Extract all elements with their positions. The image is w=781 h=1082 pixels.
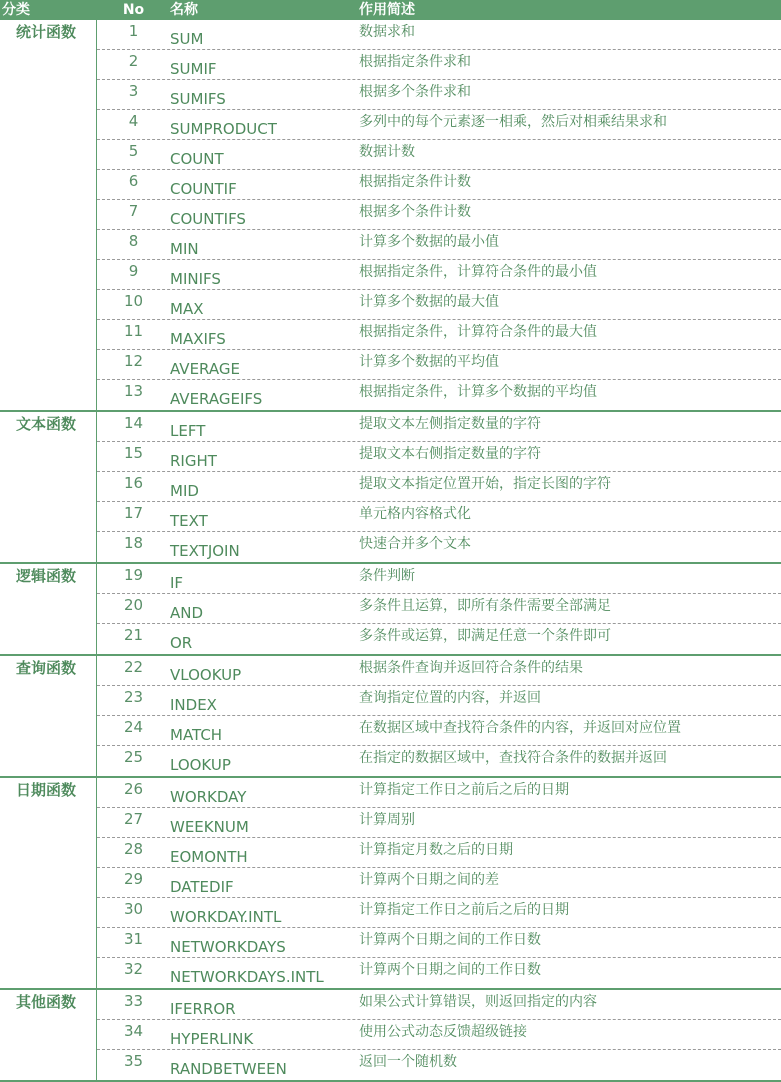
function-description: 计算多个数据的最大值 [359, 294, 499, 310]
row-number: 22 [123, 658, 144, 676]
function-description: 根据多个条件求和 [359, 84, 471, 100]
row-number: 5 [128, 142, 139, 160]
table-row [97, 442, 781, 472]
function-description: 根据多个条件计数 [359, 204, 471, 220]
row-number: 7 [128, 202, 139, 220]
function-description: 根据指定条件，计算多个数据的平均值 [359, 384, 597, 400]
header-description: 作用简述 [359, 2, 415, 18]
table-row [97, 898, 781, 928]
function-description: 计算两个日期之间的工作日数 [359, 962, 541, 978]
function-description: 计算两个日期之间的差 [359, 872, 499, 888]
function-name: NETWORKDAYS.INTL [170, 968, 324, 986]
table-row [97, 564, 781, 594]
row-number: 34 [123, 1022, 144, 1040]
row-number: 15 [123, 444, 144, 462]
function-description: 在数据区域中查找符合条件的内容，并返回对应位置 [359, 720, 681, 736]
table-row [97, 594, 781, 624]
row-number: 6 [128, 172, 139, 190]
function-name: AVERAGE [170, 360, 240, 378]
function-name: LEFT [170, 422, 206, 440]
table-row [97, 472, 781, 502]
table-row [97, 50, 781, 80]
row-number: 29 [123, 870, 144, 888]
function-description: 根据指定条件求和 [359, 54, 471, 70]
function-description: 单元格内容格式化 [359, 506, 471, 522]
table-row [97, 80, 781, 110]
table-row [97, 140, 781, 170]
category-label: 其他函数 [0, 990, 97, 1080]
row-number: 23 [123, 688, 144, 706]
function-name: MAXIFS [170, 330, 226, 348]
function-name: MATCH [170, 726, 223, 744]
function-name: TEXT [170, 512, 208, 530]
row-number: 18 [123, 534, 144, 552]
function-description: 多列中的每个元素逐一相乘，然后对相乘结果求和 [359, 114, 667, 130]
row-number: 11 [123, 322, 144, 340]
row-number: 32 [123, 960, 144, 978]
category-rows [97, 778, 781, 988]
row-number: 17 [123, 504, 144, 522]
function-description: 根据指定条件，计算符合条件的最大值 [359, 324, 597, 340]
row-number: 25 [123, 748, 144, 766]
category-group [0, 778, 781, 990]
function-description: 使用公式动态反馈超级链接 [359, 1024, 527, 1040]
table-row [97, 746, 781, 776]
header-name: 名称 [170, 2, 198, 18]
function-name: MIN [170, 240, 199, 258]
function-description: 提取文本指定位置开始，指定长图的字符 [359, 476, 611, 492]
row-number: 21 [123, 626, 144, 644]
row-number: 2 [128, 52, 139, 70]
row-number: 28 [123, 840, 144, 858]
table-row [97, 110, 781, 140]
function-description: 数据求和 [359, 24, 415, 40]
table-row [97, 1020, 781, 1050]
category-rows [97, 656, 781, 776]
table-row [97, 1050, 781, 1080]
category-group [0, 564, 781, 656]
function-description: 根据指定条件计数 [359, 174, 471, 190]
function-name: VLOOKUP [170, 666, 242, 684]
row-number: 13 [123, 382, 144, 400]
function-name: SUMIF [170, 60, 217, 78]
table-row [97, 868, 781, 898]
function-name: TEXTJOIN [170, 542, 240, 560]
function-name: COUNTIFS [170, 210, 246, 228]
category-label: 查询函数 [0, 656, 97, 776]
table-row [97, 20, 781, 50]
category-label: 文本函数 [0, 412, 97, 562]
row-number: 8 [128, 232, 139, 250]
function-name: NETWORKDAYS [170, 938, 286, 956]
function-description: 计算指定月数之后的日期 [359, 842, 513, 858]
table-row [97, 290, 781, 320]
table-row [97, 808, 781, 838]
function-name: HYPERLINK [170, 1030, 254, 1048]
function-name: AVERAGEIFS [170, 390, 263, 408]
function-name: WEEKNUM [170, 818, 249, 836]
function-name: LOOKUP [170, 756, 231, 774]
table-row [97, 990, 781, 1020]
table-row [97, 200, 781, 230]
table-row [97, 380, 781, 410]
category-label: 统计函数 [0, 20, 97, 410]
function-description: 多条件或运算，即满足任意一个条件即可 [359, 628, 611, 644]
function-name: SUM [170, 30, 204, 48]
header-category: 分类 [2, 2, 30, 18]
row-number: 10 [123, 292, 144, 310]
function-description: 查询指定位置的内容，并返回 [359, 690, 541, 706]
row-number: 9 [128, 262, 139, 280]
table-row [97, 260, 781, 290]
function-name: MID [170, 482, 199, 500]
category-label: 日期函数 [0, 778, 97, 988]
function-description: 多条件且运算，即所有条件需要全部满足 [359, 598, 611, 614]
category-group [0, 412, 781, 564]
function-name: AND [170, 604, 204, 622]
table-row [97, 502, 781, 532]
row-number: 14 [123, 414, 144, 432]
table-row [97, 838, 781, 868]
function-name: WORKDAY.INTL [170, 908, 282, 926]
category-rows [97, 990, 781, 1080]
function-name: WORKDAY [170, 788, 247, 806]
function-description: 根据指定条件，计算符合条件的最小值 [359, 264, 597, 280]
table-row [97, 412, 781, 442]
function-name: OR [170, 634, 193, 652]
row-number: 31 [123, 930, 144, 948]
row-number: 1 [128, 22, 139, 40]
category-rows [97, 564, 781, 654]
row-number: 27 [123, 810, 144, 828]
table-row [97, 958, 781, 988]
table-row [97, 656, 781, 686]
table-header [0, 0, 781, 20]
function-description: 如果公式计算错误，则返回指定的内容 [359, 994, 597, 1010]
row-number: 3 [128, 82, 139, 100]
row-number: 20 [123, 596, 144, 614]
table-row [97, 716, 781, 746]
function-description: 根据条件查询并返回符合条件的结果 [359, 660, 583, 676]
row-number: 4 [128, 112, 139, 130]
function-description: 返回一个随机数 [359, 1054, 457, 1070]
row-number: 33 [123, 992, 144, 1010]
table-row [97, 778, 781, 808]
function-name: EOMONTH [170, 848, 248, 866]
function-description: 快速合并多个文本 [359, 536, 471, 552]
function-name: IF [170, 574, 184, 592]
row-number: 19 [123, 566, 144, 584]
function-name: RIGHT [170, 452, 217, 470]
row-number: 35 [123, 1052, 144, 1070]
table-body [0, 20, 781, 1082]
table-row [97, 350, 781, 380]
table-row [97, 170, 781, 200]
function-name: RANDBETWEEN [170, 1060, 287, 1078]
function-description: 计算周别 [359, 812, 415, 828]
row-number: 24 [123, 718, 144, 736]
row-number: 16 [123, 474, 144, 492]
category-group [0, 656, 781, 778]
function-description: 计算两个日期之间的工作日数 [359, 932, 541, 948]
category-group [0, 990, 781, 1082]
function-description: 计算多个数据的最小值 [359, 234, 499, 250]
function-description: 计算指定工作日之前后之后的日期 [359, 902, 569, 918]
function-name: COUNT [170, 150, 224, 168]
function-name: DATEDIF [170, 878, 234, 896]
function-name: SUMPRODUCT [170, 120, 277, 138]
function-name: MAX [170, 300, 204, 318]
table-row [97, 624, 781, 654]
function-description: 计算指定工作日之前后之后的日期 [359, 782, 569, 798]
function-description: 提取文本右侧指定数量的字符 [359, 446, 541, 462]
category-label: 逻辑函数 [0, 564, 97, 654]
header-no: No [122, 2, 145, 18]
function-description: 数据计数 [359, 144, 415, 160]
row-number: 12 [123, 352, 144, 370]
function-description: 在指定的数据区域中，查找符合条件的数据并返回 [359, 750, 667, 766]
function-name: COUNTIF [170, 180, 237, 198]
function-description: 计算多个数据的平均值 [359, 354, 499, 370]
function-name: IFERROR [170, 1000, 236, 1018]
function-description: 条件判断 [359, 568, 415, 584]
function-description: 提取文本左侧指定数量的字符 [359, 416, 541, 432]
category-rows [97, 20, 781, 410]
table-row [97, 532, 781, 562]
function-name: INDEX [170, 696, 217, 714]
category-rows [97, 412, 781, 562]
category-group [0, 20, 781, 412]
row-number: 26 [123, 780, 144, 798]
function-name: MINIFS [170, 270, 221, 288]
row-number: 30 [123, 900, 144, 918]
table-row [97, 928, 781, 958]
table-row [97, 230, 781, 260]
function-name: SUMIFS [170, 90, 226, 108]
table-row [97, 686, 781, 716]
table-row [97, 320, 781, 350]
